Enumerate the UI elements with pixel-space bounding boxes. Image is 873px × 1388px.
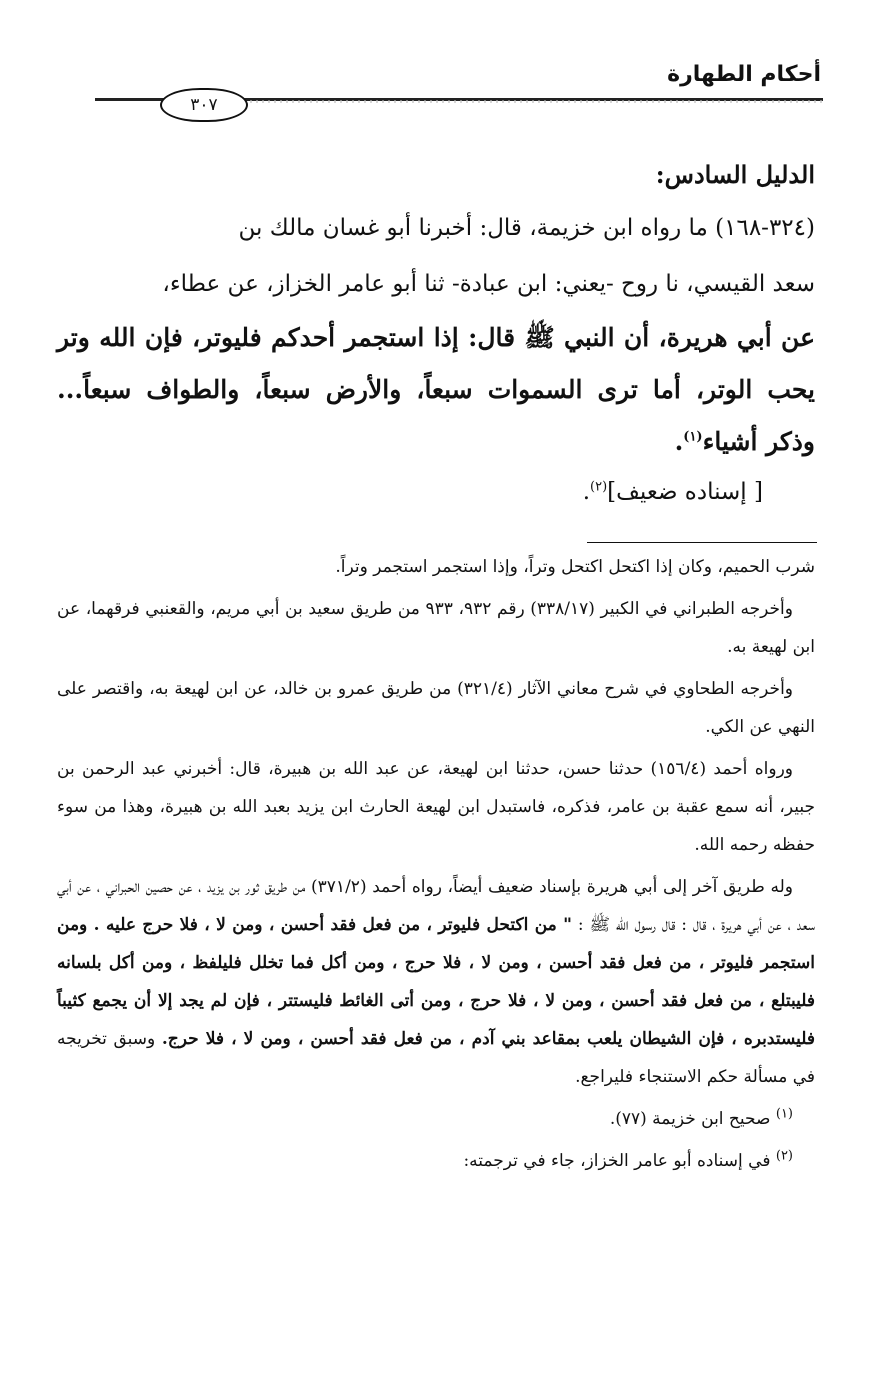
note-paragraph-1: شرب الحميم، وكان إذا اكتحل اكتحل وتراً، وإذا استجمر استجمر وتراً. [335, 557, 815, 577]
note-paragraph-3: وأخرجه الطحاوي في شرح معاني الآثار (٣٢١/٤) من طريق عمرو بن خالد، عن ابن لهيعة به، واقتصر على النهي عن الكي. [57, 679, 815, 737]
note-paragraph-4: ورواه أحمد (١٥٦/٤) حدثنا حسن، حدثنا ابن لهيعة، عن عبد الله بن هبيرة، قال: أخبرني عبد الرحمن بن جبير، أنه سمع عقبة بن عامر، فذكره، فاستبدل ابن لهيعة الحارث ابن يزيد بعبد الله بن هبيرة، وهذا من سوء حفظه رحمه الله. [57, 759, 815, 855]
hadith-text [57, 312, 815, 468]
narration-line-2: سعد القيسي، نا روح -يعني: ابن عبادة- ثنا أبو عامر الخزاز، عن عطاء، [162, 271, 815, 297]
note-5-end: وسبق تخريجه في مسألة حكم الاستنجاء فليراجع. [57, 1029, 815, 1087]
section-heading: الدليل السادس: [655, 160, 815, 189]
page-number: ٣٠٧ [160, 88, 248, 122]
running-title: أحكام الطهارة [667, 62, 821, 87]
footnote-1-text: صحيح ابن خزيمة (٧٧). [609, 1109, 771, 1129]
narration-line-1: (٣٢٤-١٦٨) ما رواه ابن خزيمة، قال: أخبرنا أبو غسان مالك بن [238, 215, 815, 241]
header-rule-texture [250, 100, 823, 103]
hadith-end: . [674, 427, 684, 456]
footnote-1 [57, 1100, 815, 1138]
note-paragraph-5 [57, 868, 815, 1096]
footnotes [57, 548, 815, 1184]
footnote-2 [57, 1142, 815, 1180]
footnote-ref-2: (٢) [590, 479, 608, 495]
note-paragraph-2: وأخرجه الطبراني في الكبير (٣٣٨/١٧) رقم ٩٣٢، ٩٣٣ من طريق سعيد بن أبي مريم، والقعنبي فرقهما، عن ابن لهيعة به. [57, 599, 815, 657]
grading-line [57, 468, 815, 516]
footnote-separator [587, 542, 817, 543]
main-text [57, 150, 815, 516]
footnote-1-marker: (١) [775, 1106, 793, 1122]
footnote-2-marker: (٢) [775, 1148, 793, 1164]
note-5-start: وله طريق آخر إلى أبي هريرة بإسناد ضعيف أيضاً، رواه أحمد (٣٧١/٢) من طريق ثور بن يزيد ، عن حصين الحبراني ، عن أبي سعد ، عن أبي هريرة ، قال : قال رسول الله ﷺ : [57, 877, 816, 935]
footnote-ref-1: (١) [683, 429, 703, 445]
grading-text: [ إسناده ضعيف] [607, 479, 763, 505]
grading-end: . [582, 479, 590, 505]
hadith-body: عن أبي هريرة، أن النبي ﷺ قال: إذا استجمر أحدكم فليوتر، فإن الله وتر يحب الوتر، أما ترى السموات سبعاً، والأرض سبعاً، والطواف سبعاً... وذكر أشياء [57, 323, 815, 456]
note-5-quote: " من اكتحل فليوتر ، من فعل فقد أحسن ، ومن لا ، فلا حرج عليه . ومن استجمر فليوتر ، من فعل فقد أحسن ، ومن لا ، فلا حرج ، ومن أكل فما تخلل فليلفظ ، ومن أكل بلسانه فليبتلع ، من فعل فقد أحسن ، ومن لا ، فلا حرج ، ومن أتى الغائط فليستتر ، فإن لم يجد إلا أن يجمع كثيباً فليستدبره ، فإن الشيطان يلعب بمقاعد بني آدم ، من فعل فقد أحسن ، ومن لا ، فلا حرج. [57, 915, 815, 1049]
footnote-2-text: في إسناده أبو عامر الخزاز، جاء في ترجمته: [463, 1151, 771, 1171]
